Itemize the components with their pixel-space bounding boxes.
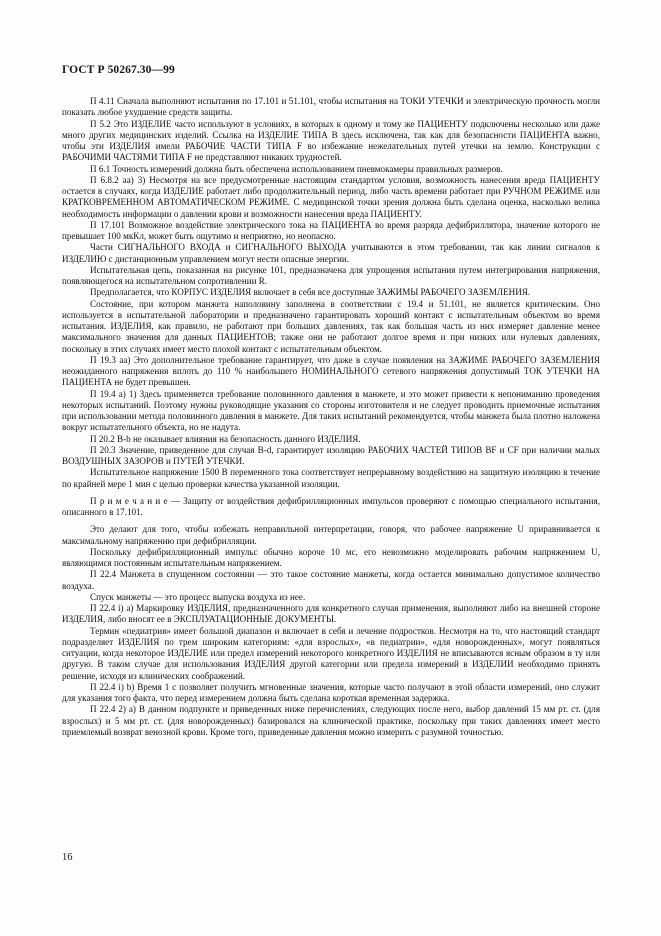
paragraph: П 6.8.2 аа) 3) Несмотря на все предусмотренные настоящим стандартом условия, возможность нанесения вреда ПАЦИЕНТУ остается в случаях, когда ИЗДЕЛИЕ работает либо продолжительный период, либо часть времени работает при РУЧНОМ РЕЖИМЕ или КРАТКОВРЕМЕННОМ АВТОМАТИЧЕСКОМ РЕЖИМЕ. С медицинской точки зрения должна быть сделана оценка, насколько велика необходимость информации о давлении крови и возможности нанесения вреда ПАЦИЕНТУ.	[62, 174, 600, 219]
paragraph: П 22.4 Манжета в спущенном состоянии — это такое состояние манжеты, когда остается минимально допустимое количество воздуха.	[62, 569, 600, 591]
paragraph: Состояние, при котором манжета наполовину заполнена в соответствии с 19.4 и 51.101, не является критическим. Оно используется в испытательной лаборатории и предназначено гарантировать хороший контакт с испытательным объектом во время испытания. ИЗДЕЛИЯ, как правило, не работают при больших давлениях, так как большая часть из них измеряет давление менее максимального значения для данных ПАЦИЕНТОВ; также они не работают долгое время и при низких или нулевых давлениях, поскольку в этих случаях имеет место плохой контакт с испытательным объектом.	[62, 298, 600, 354]
paragraph: П 6.1 Точность измерений должна быть обеспечена использованием пневмокамеры правильных размеров.	[90, 163, 503, 174]
document-body	[62, 96, 600, 738]
paragraph: П 22.4 i) a) Маркировку ИЗДЕЛИЯ, предназначенного для конкретного случая применения, выполняют либо на внешней стороне ИЗДЕЛИЯ, либо вносят ее в ЭКСПЛУАТАЦИОННЫЕ ДОКУМЕНТЫ.	[62, 603, 600, 625]
paragraph: Спуск манжеты — это процесс выпуска воздуха из нее.	[90, 591, 306, 602]
paragraph: П 20.3 Значение, приведенное для случая В-d, гарантирует изоляцию РАБОЧИХ ЧАСТЕЙ ТИПОВ BF и CF при наличии малых ВОЗДУШНЫХ ЗАЗОРОВ и ПУТЕЙ УТЕЧКИ.	[62, 444, 600, 466]
paragraph: Испытательная цепь, показанная на рисунке 101, предназначена для упрощения испытания путем интегрирования напряжения, появляющегося на испытательном сопротивлении R.	[62, 264, 600, 286]
note-label: П р и м е ч а н и е	[90, 495, 168, 506]
paragraph: Части СИГНАЛЬНОГО ВХОДА и СИГНАЛЬНОГО ВЫХОДА учитываются в этом требовании, так как линии сигналов к ИЗДЕЛИЮ с дистанционным управлением могут нести опасные энергии.	[62, 242, 600, 264]
paragraph: П 22.4 i) b) Время 1 с позволяет получить мгновенные значения, которые часто получают в этой области измерений, оно служит для указания того факта, что перед измерением должна быть сделана короткая временная задержка.	[62, 681, 600, 703]
standard-header: ГОСТ Р 50267.30—99	[62, 64, 175, 76]
paragraph: П 19.4 а) 1) Здесь применяется требование половинного давления в манжете, и это может привести к непониманию проведения некоторых испытаний. Поэтому нужны руководящие указания со стороны изготовителя и не следует проводить приемочные испытания при использовании метода половинного давления в манжете. Для таких испытаний рекомендуется, чтобы манжета была плотно наложена вокруг испытательного объекта, но не надута.	[62, 388, 600, 433]
page-number: 16	[62, 852, 73, 863]
paragraph: П 17.101 Возможное воздействие электрического тока на ПАЦИЕНТА во время разряда дефибриллятора, значение которого не превышает 100 мкКл, может быть ощутимо и неприятно, но неопасно.	[62, 219, 600, 241]
paragraph: П 19.3 аа) Это дополнительное требование гарантирует, что даже в случае появления на ЗАЖИМЕ РАБОЧЕГО ЗАЗЕМЛЕНИЯ неожиданного напряжения вплоть до 110 % наибольшего НОМИНАЛЬНОГО сетевого напряжения допустимый ТОК УТЕЧКИ НА ПАЦИЕНТА не будет превышен.	[62, 354, 600, 388]
paragraph: П 4.11 Сначала выполняют испытания по 17.101 и 51.101, чтобы испытания на ТОКИ УТЕЧКИ и электрическую прочность могли показать любое ухудшение средств защиты.	[62, 96, 600, 118]
paragraph: П 5.2 Это ИЗДЕЛИЕ часто используют в условиях, в которых к одному и тому же ПАЦИЕНТУ подключены несколько или даже много других медицинских изделий. Ссылка на ИЗДЕЛИЕ ТИПА В здесь исключена, так как для безопасности ПАЦИЕНТА важно, чтобы эти ИЗДЕЛИЯ имели РАБОЧИЕ ЧАСТИ ТИПА F во избежание нежелательных путей утечки на землю. Конструкции с РАБОЧИМИ ЧАСТЯМИ ТИПА F не представляют никаких трудностей.	[62, 118, 600, 163]
paragraph: Предполагается, что КОРПУС ИЗДЕЛИЯ включает в себя все доступные ЗАЖИМЫ РАБОЧЕГО ЗАЗЕМЛЕНИЯ.	[90, 287, 531, 298]
paragraph: П 22.4 2) а) В данном подпункте и приведенных ниже перечислениях, следующих после него, выбор давлений 15 мм рт. ст. (для взрослых) и 5 мм рт. ст. (для новорожденных) базировался на клинической практике, поскольку при таких давлениях имеет место приемлемый возврат венозной крови. Кроме того, приведенные давления можно измерить с разумной точностью.	[62, 704, 600, 737]
paragraph: Поскольку дефибрилляционный импульс обычно короче 10 мс, его невозможно моделировать рабочим напряжением U, являющимся постоянным испытательным напряжением.	[62, 546, 600, 568]
paragraph: П 20.2 В-b не оказывает влияния на безопасность данного ИЗДЕЛИЯ.	[90, 433, 361, 444]
note-text: — Защиту от воздействия дефибрилляционных импульсов проверяют с помощью специального испытания, описанного в 17.101.	[62, 495, 600, 517]
note-paragraph	[62, 496, 600, 519]
paragraph: Это делают для того, чтобы избежать неправильной интерпретации, говоря, что рабочее напряжение U приравнивается к максимальному напряжению при дефибрилляции.	[62, 524, 600, 546]
paragraph: Термин «педиатрия» имеет большой диапазон и включает в себя и лечение подростков. Несмотря на то, что настоящий стандарт подразделяет ИЗДЕЛИЯ по трем широким категориям: «для взрослых», «в педиатрии», «для новорожденных», могут появляться ситуации, когда некоторое ИЗДЕЛИЕ или предел измерений некоторого конкретного ИЗДЕЛИЯ не вписываются ясным образом в ту или другую. В таком случае для использования ИЗДЕЛИЯ другой категории или предела измерений в ИЗДЕЛИИ необходимо принять решение, исходя из клинических соображений.	[62, 625, 600, 681]
paragraph: Испытательное напряжение 1500 В переменного тока соответствует непрерывному воздействию на защитную изоляцию в течение по крайней мере 1 мин с целью проверки качества указанной изоляции.	[62, 467, 600, 489]
